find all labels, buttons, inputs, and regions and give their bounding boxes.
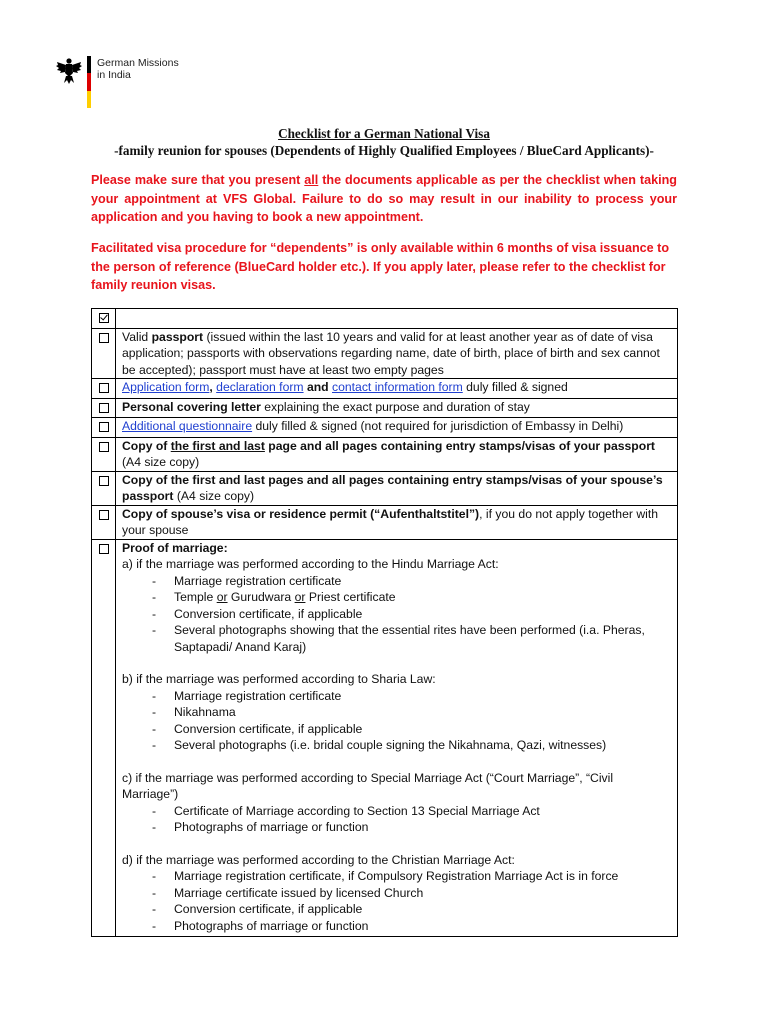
- logo-line-1: German Missions: [97, 57, 179, 69]
- header-check-cell: [92, 309, 116, 329]
- notice1-part-a: Please make sure that you present: [91, 173, 305, 187]
- text: , if you do not apply together with your spouse: [122, 506, 658, 537]
- text-bold: Copy of: [122, 438, 171, 453]
- list-item: - Marriage registration certificate: [152, 688, 671, 705]
- item-proof-of-marriage: [116, 539, 678, 937]
- header-empty-cell: [116, 309, 678, 329]
- list-item: - Photographs of marriage or function: [152, 819, 671, 836]
- list-item: - Several photographs (i.e. bridal couple signing the Nikahnama, Qazi, witnesses): [152, 737, 671, 754]
- text-underline: or: [216, 590, 228, 604]
- federal-eagle-icon: [56, 56, 82, 86]
- checkbox-cover-letter[interactable]: [99, 403, 109, 413]
- checkbox-proof-of-marriage[interactable]: [99, 544, 109, 554]
- logo-text: [97, 57, 179, 81]
- item-spouse-passport-copy: [116, 471, 678, 505]
- list-item: - Photographs of marriage or function: [152, 918, 671, 935]
- christian-list: [122, 868, 671, 934]
- list-item: - Conversion certificate, if applicable: [152, 901, 671, 918]
- document-title: [0, 125, 768, 159]
- text: Valid: [122, 329, 152, 344]
- list-item: - Certificate of Marriage according to Section 13 Special Marriage Act: [152, 803, 671, 820]
- list-item: - Marriage registration certificate: [152, 573, 671, 590]
- hindu-intro: a) if the marriage was performed according to the Hindu Marriage Act:: [122, 557, 499, 571]
- text-bold: passport: [151, 329, 204, 344]
- list-item: - Marriage registration certificate, if Compulsory Registration Marriage Act is in force: [152, 868, 671, 885]
- text: explaining the exact purpose and duration of stay: [260, 399, 530, 414]
- sharia-list: [122, 688, 671, 754]
- text-bold: and: [303, 380, 333, 394]
- checklist-table: [91, 308, 678, 937]
- contact-information-form-link[interactable]: contact information form: [332, 380, 463, 394]
- german-missions-logo: [56, 56, 179, 108]
- christian-intro: d) if the marriage was performed according to the Christian Marriage Act:: [122, 852, 515, 867]
- table-row: [92, 505, 678, 539]
- table-row: [92, 379, 678, 399]
- hindu-list: [122, 573, 671, 656]
- table-row: [92, 398, 678, 418]
- checkbox-spouse-visa[interactable]: [99, 510, 109, 520]
- text-bold: page and all pages containing entry stamps/visas of your passport: [264, 438, 655, 453]
- text: Gurudwara: [227, 590, 295, 604]
- text-bold: Copy of spouse’s visa or residence permit (“Aufenthaltstitel”): [122, 506, 480, 521]
- item-passport: [116, 328, 678, 379]
- checkbox-passport[interactable]: [99, 333, 109, 343]
- checkbox-spouse-passport-copy[interactable]: [99, 476, 109, 486]
- list-item: [152, 589, 671, 606]
- table-row: [92, 437, 678, 471]
- additional-questionnaire-link[interactable]: Additional questionnaire: [122, 419, 253, 433]
- title-line-1: Checklist for a German National Visa: [278, 126, 490, 141]
- notice1-emphasis: all: [304, 173, 319, 187]
- text: Temple: [174, 590, 217, 604]
- table-row: [92, 539, 678, 937]
- notice-appointment: [91, 171, 677, 227]
- checkbox-questionnaire[interactable]: [99, 422, 109, 432]
- list-item: - Nikahnama: [152, 704, 671, 721]
- text: (A4 size copy): [122, 455, 200, 469]
- german-flag-bar: [87, 56, 91, 108]
- table-header-row: [92, 309, 678, 329]
- item-forms: [116, 379, 678, 399]
- checked-box-icon: [99, 313, 109, 323]
- text: duly filled & signed (not required for jurisdiction of Embassy in Delhi): [252, 419, 624, 433]
- checkbox-forms[interactable]: [99, 383, 109, 393]
- text-bold: Personal covering letter: [122, 399, 261, 414]
- list-item: - Conversion certificate, if applicable: [152, 606, 671, 623]
- title-line-2: -family reunion for spouses (Dependents of Highly Qualified Employees / BlueCard Applicants)-: [114, 143, 654, 158]
- list-item: - Several photographs showing that the essential rites have been performed (i.a. Pheras, Saptapadi/ Anand Karaj): [152, 622, 671, 655]
- list-item: - Marriage certificate issued by licensed Church: [152, 885, 671, 902]
- item-questionnaire: [116, 418, 678, 438]
- item-passport-copy: [116, 437, 678, 471]
- table-row: [92, 418, 678, 438]
- table-row: [92, 328, 678, 379]
- special-marriage-list: [122, 803, 671, 836]
- text-bold-underline: the first and last: [170, 438, 265, 453]
- text: duly filled & signed: [462, 380, 568, 394]
- logo-line-2: in India: [97, 69, 131, 81]
- notice-facilitated: Facilitated visa procedure for “dependents” is only available within 6 months of visa issuance to the person of reference (BlueCard holder etc.). If you apply later, please refer to the checklist for family reunion visas.: [91, 241, 670, 292]
- proof-heading: Proof of marriage:: [122, 540, 228, 555]
- text: (issued within the last 10 years and valid for at least another year as of date of visa application; passports with observations regarding name, date of birth, place of birth and sex cannot be accepted); passport must have at least two empty pages: [122, 329, 660, 377]
- declaration-form-link[interactable]: declaration form: [216, 380, 304, 394]
- text-bold: ,: [209, 380, 217, 394]
- item-cover-letter: [116, 398, 678, 418]
- notice1-part-c: the documents applicable as per the checklist when taking your appointment at VFS Global. Failure to do so may result in our inability to process your application and you having to book a new appointment.: [91, 173, 677, 224]
- text: (A4 size copy): [173, 489, 255, 503]
- list-item: - Conversion certificate, if applicable: [152, 721, 671, 738]
- text-underline: or: [294, 590, 306, 604]
- item-spouse-visa: [116, 505, 678, 539]
- text: Priest certificate: [305, 590, 396, 604]
- application-form-link[interactable]: Application form: [122, 380, 210, 394]
- checkbox-passport-copy[interactable]: [99, 442, 109, 452]
- special-marriage-intro: c) if the marriage was performed according to Special Marriage Act (“Court Marriage”, “Civil Marriage”): [122, 770, 614, 801]
- table-row: [92, 471, 678, 505]
- text-bold: Copy of the first and last pages and all pages containing entry stamps/visas of your spouse’s passport: [122, 472, 663, 503]
- sharia-intro: b) if the marriage was performed according to Sharia Law:: [122, 672, 436, 686]
